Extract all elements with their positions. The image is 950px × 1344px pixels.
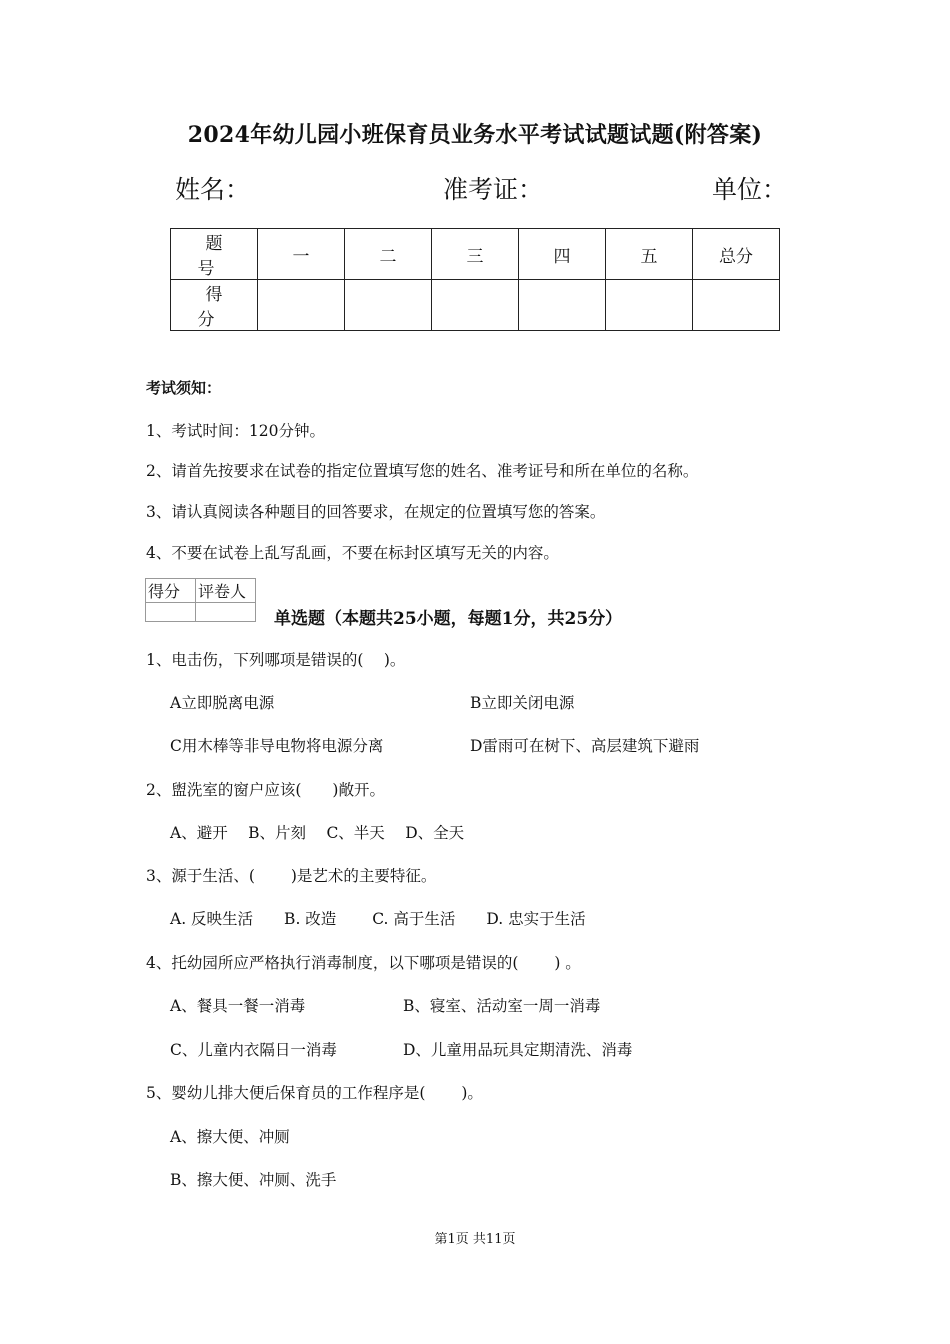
notice-item: 2、请首先按要求在试卷的指定位置填写您的姓名、准考证号和所在单位的名称。 [146,462,699,480]
grader-box [145,578,256,622]
notice-item: 3、请认真阅读各种题目的回答要求，在规定的位置填写您的答案。 [146,503,606,521]
score-table-header-cell: 三 [432,229,519,280]
score-table-score-row [171,280,780,331]
name-field-label: 姓名： [175,175,251,204]
question-option: D雷雨可在树下、高层建筑下避雨 [470,737,700,755]
score-table-header-cell: 五 [606,229,693,280]
score-cell[interactable] [519,280,606,331]
score-table-header-row [171,229,780,280]
question-option: A、擦大便、冲厕 [170,1128,290,1146]
score-cell[interactable] [345,280,432,331]
score-table-header-cell: 四 [519,229,606,280]
question-option: A立即脱离电源 [170,694,275,712]
score-cell[interactable] [432,280,519,331]
question-stem: 4、托幼园所应严格执行消毒制度，以下哪项是错误的( ) 。 [146,954,581,972]
page-footer: 第1页 共11页 [434,1232,516,1247]
question-option: C用木棒等非导电物将电源分离 [170,737,384,755]
question-option: C、儿童内衣隔日一消毒 [170,1041,337,1059]
question-option: A. 反映生活 B. 改造 C. 高于生活 D. 忠实于生活 [170,910,586,928]
section-title: 单选题（本题共25小题，每题1分，共25分） [274,609,623,629]
page-title: 2024年幼儿园小班保育员业务水平考试试题试题(附答案) [187,122,763,148]
question-option: B、寝室、活动室一周一消毒 [403,997,601,1015]
question-option: A、避开 B、片刻 C、半天 D、全天 [170,824,465,842]
exam-id-field-label: 准考证： [443,175,544,204]
score-table-header-cell: 二 [345,229,432,280]
score-cell[interactable] [606,280,693,331]
question-stem: 2、盥洗室的窗户应该( )敞开。 [146,781,385,799]
question-option: D、儿童用品玩具定期清洗、消毒 [403,1041,633,1059]
score-table [170,228,780,331]
score-cell[interactable] [693,280,780,331]
question-stem: 3、源于生活、( )是艺术的主要特征。 [146,867,437,885]
notice-item: 4、不要在试卷上乱写乱画，不要在标封区填写无关的内容。 [146,544,559,562]
grader-name-cell[interactable] [196,603,256,622]
notice-heading: 考试须知： [146,379,222,397]
score-table-header-cell: 题 号 [171,229,258,280]
unit-field-label: 单位： [712,175,788,204]
notice-item: 1、考试时间：120分钟。 [146,422,325,440]
grader-score-label: 得分 [146,579,196,603]
question-option: B立即关闭电源 [470,694,575,712]
grader-score-cell[interactable] [146,603,196,622]
question-option: A、餐具一餐一消毒 [170,997,306,1015]
score-table-header-cell: 一 [258,229,345,280]
question-stem: 1、电击伤，下列哪项是错误的( )。 [146,651,406,669]
question-stem: 5、婴幼儿排大便后保育员的工作程序是( )。 [146,1084,483,1102]
score-row-label: 得 分 [171,280,258,331]
grader-name-label: 评卷人 [196,579,256,603]
score-table-header-cell: 总分 [693,229,780,280]
question-option: B、擦大便、冲厕、洗手 [170,1171,337,1189]
